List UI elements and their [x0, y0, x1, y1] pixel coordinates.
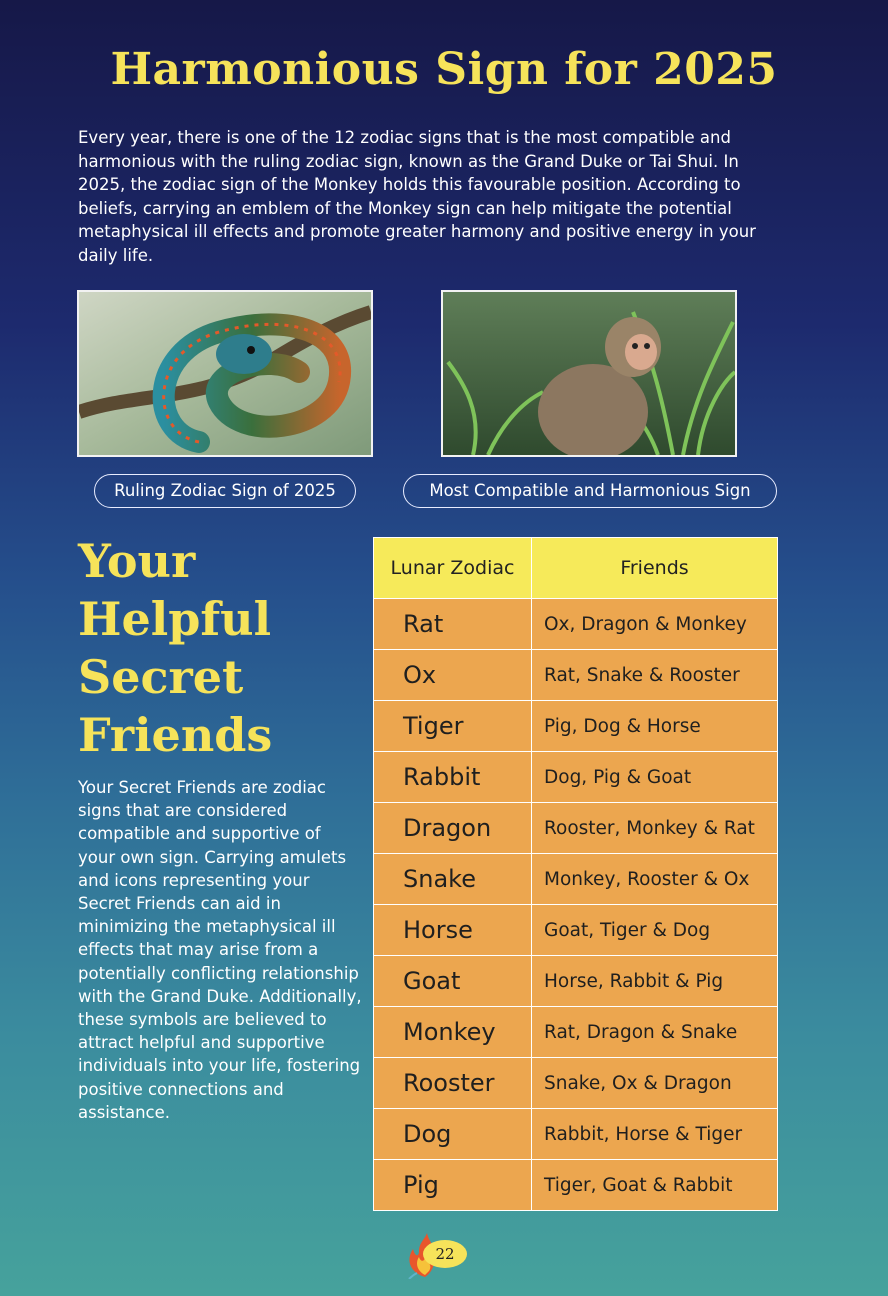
heading-line: Friends — [78, 708, 273, 762]
table-row — [374, 905, 778, 956]
intro-paragraph: Every year, there is one of the 12 zodiac signs that is the most compatible and harmonious with the ruling zodiac sign, known as the Grand Duke or Tai Shui. In 2025, the zodiac sign of the Monkey holds this favourable position. According to beliefs, carrying an emblem of the Monkey sign can help mitigate the potential metaphysical ill effects and promote greater harmony and positive energy in your daily life. — [78, 128, 756, 265]
table-row — [374, 854, 778, 905]
page-number: 22 — [423, 1240, 467, 1268]
friends-cell: Rat, Snake & Rooster — [532, 650, 778, 701]
zodiac-sign-cell: Dog — [374, 1109, 532, 1160]
heading-line: Helpful — [78, 592, 272, 646]
table-row — [374, 1160, 778, 1211]
zodiac-sign-cell: Tiger — [374, 701, 532, 752]
table-row — [374, 803, 778, 854]
column-header-lunar-zodiac: Lunar Zodiac — [374, 538, 532, 599]
friends-cell: Rabbit, Horse & Tiger — [532, 1109, 778, 1160]
friends-cell: Ox, Dragon & Monkey — [532, 599, 778, 650]
table-header-row — [374, 538, 778, 599]
zodiac-sign-cell: Snake — [374, 854, 532, 905]
heading-line: Your — [78, 534, 196, 588]
zodiac-sign-cell: Monkey — [374, 1007, 532, 1058]
monkey-photo — [441, 290, 737, 457]
table-row — [374, 956, 778, 1007]
friends-cell: Monkey, Rooster & Ox — [532, 854, 778, 905]
friends-cell: Rooster, Monkey & Rat — [532, 803, 778, 854]
table-row — [374, 1109, 778, 1160]
friends-cell: Goat, Tiger & Dog — [532, 905, 778, 956]
friends-cell: Snake, Ox & Dragon — [532, 1058, 778, 1109]
friends-cell: Horse, Rabbit & Pig — [532, 956, 778, 1007]
zodiac-sign-cell: Rat — [374, 599, 532, 650]
zodiac-sign-cell: Horse — [374, 905, 532, 956]
column-header-friends: Friends — [532, 538, 778, 599]
friends-cell: Pig, Dog & Horse — [532, 701, 778, 752]
table-row — [374, 701, 778, 752]
page-title: Harmonious Sign for 2025 — [110, 44, 778, 95]
secret-friends-description: Your Secret Friends are zodiac signs that are considered compatible and supportive of your own sign. Carrying amulets and icons representing your Secret Friends can aid in minimizing the metaphysical ill effects that may arise from a potentially conflicting relationship with the Grand Duke. Additionally, these symbols are believed to attract helpful and supportive individuals into your life, fostering positive connections and assistance. — [78, 778, 362, 1122]
table-row — [374, 650, 778, 701]
table-row — [374, 599, 778, 650]
secret-friends-table — [373, 537, 778, 1211]
snake-photo — [77, 290, 373, 457]
friends-cell: Tiger, Goat & Rabbit — [532, 1160, 778, 1211]
compatible-sign-caption: Most Compatible and Harmonious Sign — [403, 474, 777, 508]
table-row — [374, 752, 778, 803]
heading-line: Secret — [78, 650, 244, 704]
section-heading — [78, 532, 348, 764]
zodiac-sign-cell: Rabbit — [374, 752, 532, 803]
ruling-sign-caption: Ruling Zodiac Sign of 2025 — [94, 474, 356, 508]
table-row — [374, 1007, 778, 1058]
table-row — [374, 1058, 778, 1109]
zodiac-sign-cell: Pig — [374, 1160, 532, 1211]
friends-cell: Rat, Dragon & Snake — [532, 1007, 778, 1058]
zodiac-sign-cell: Ox — [374, 650, 532, 701]
friends-cell: Dog, Pig & Goat — [532, 752, 778, 803]
zodiac-sign-cell: Rooster — [374, 1058, 532, 1109]
zodiac-sign-cell: Goat — [374, 956, 532, 1007]
zodiac-sign-cell: Dragon — [374, 803, 532, 854]
